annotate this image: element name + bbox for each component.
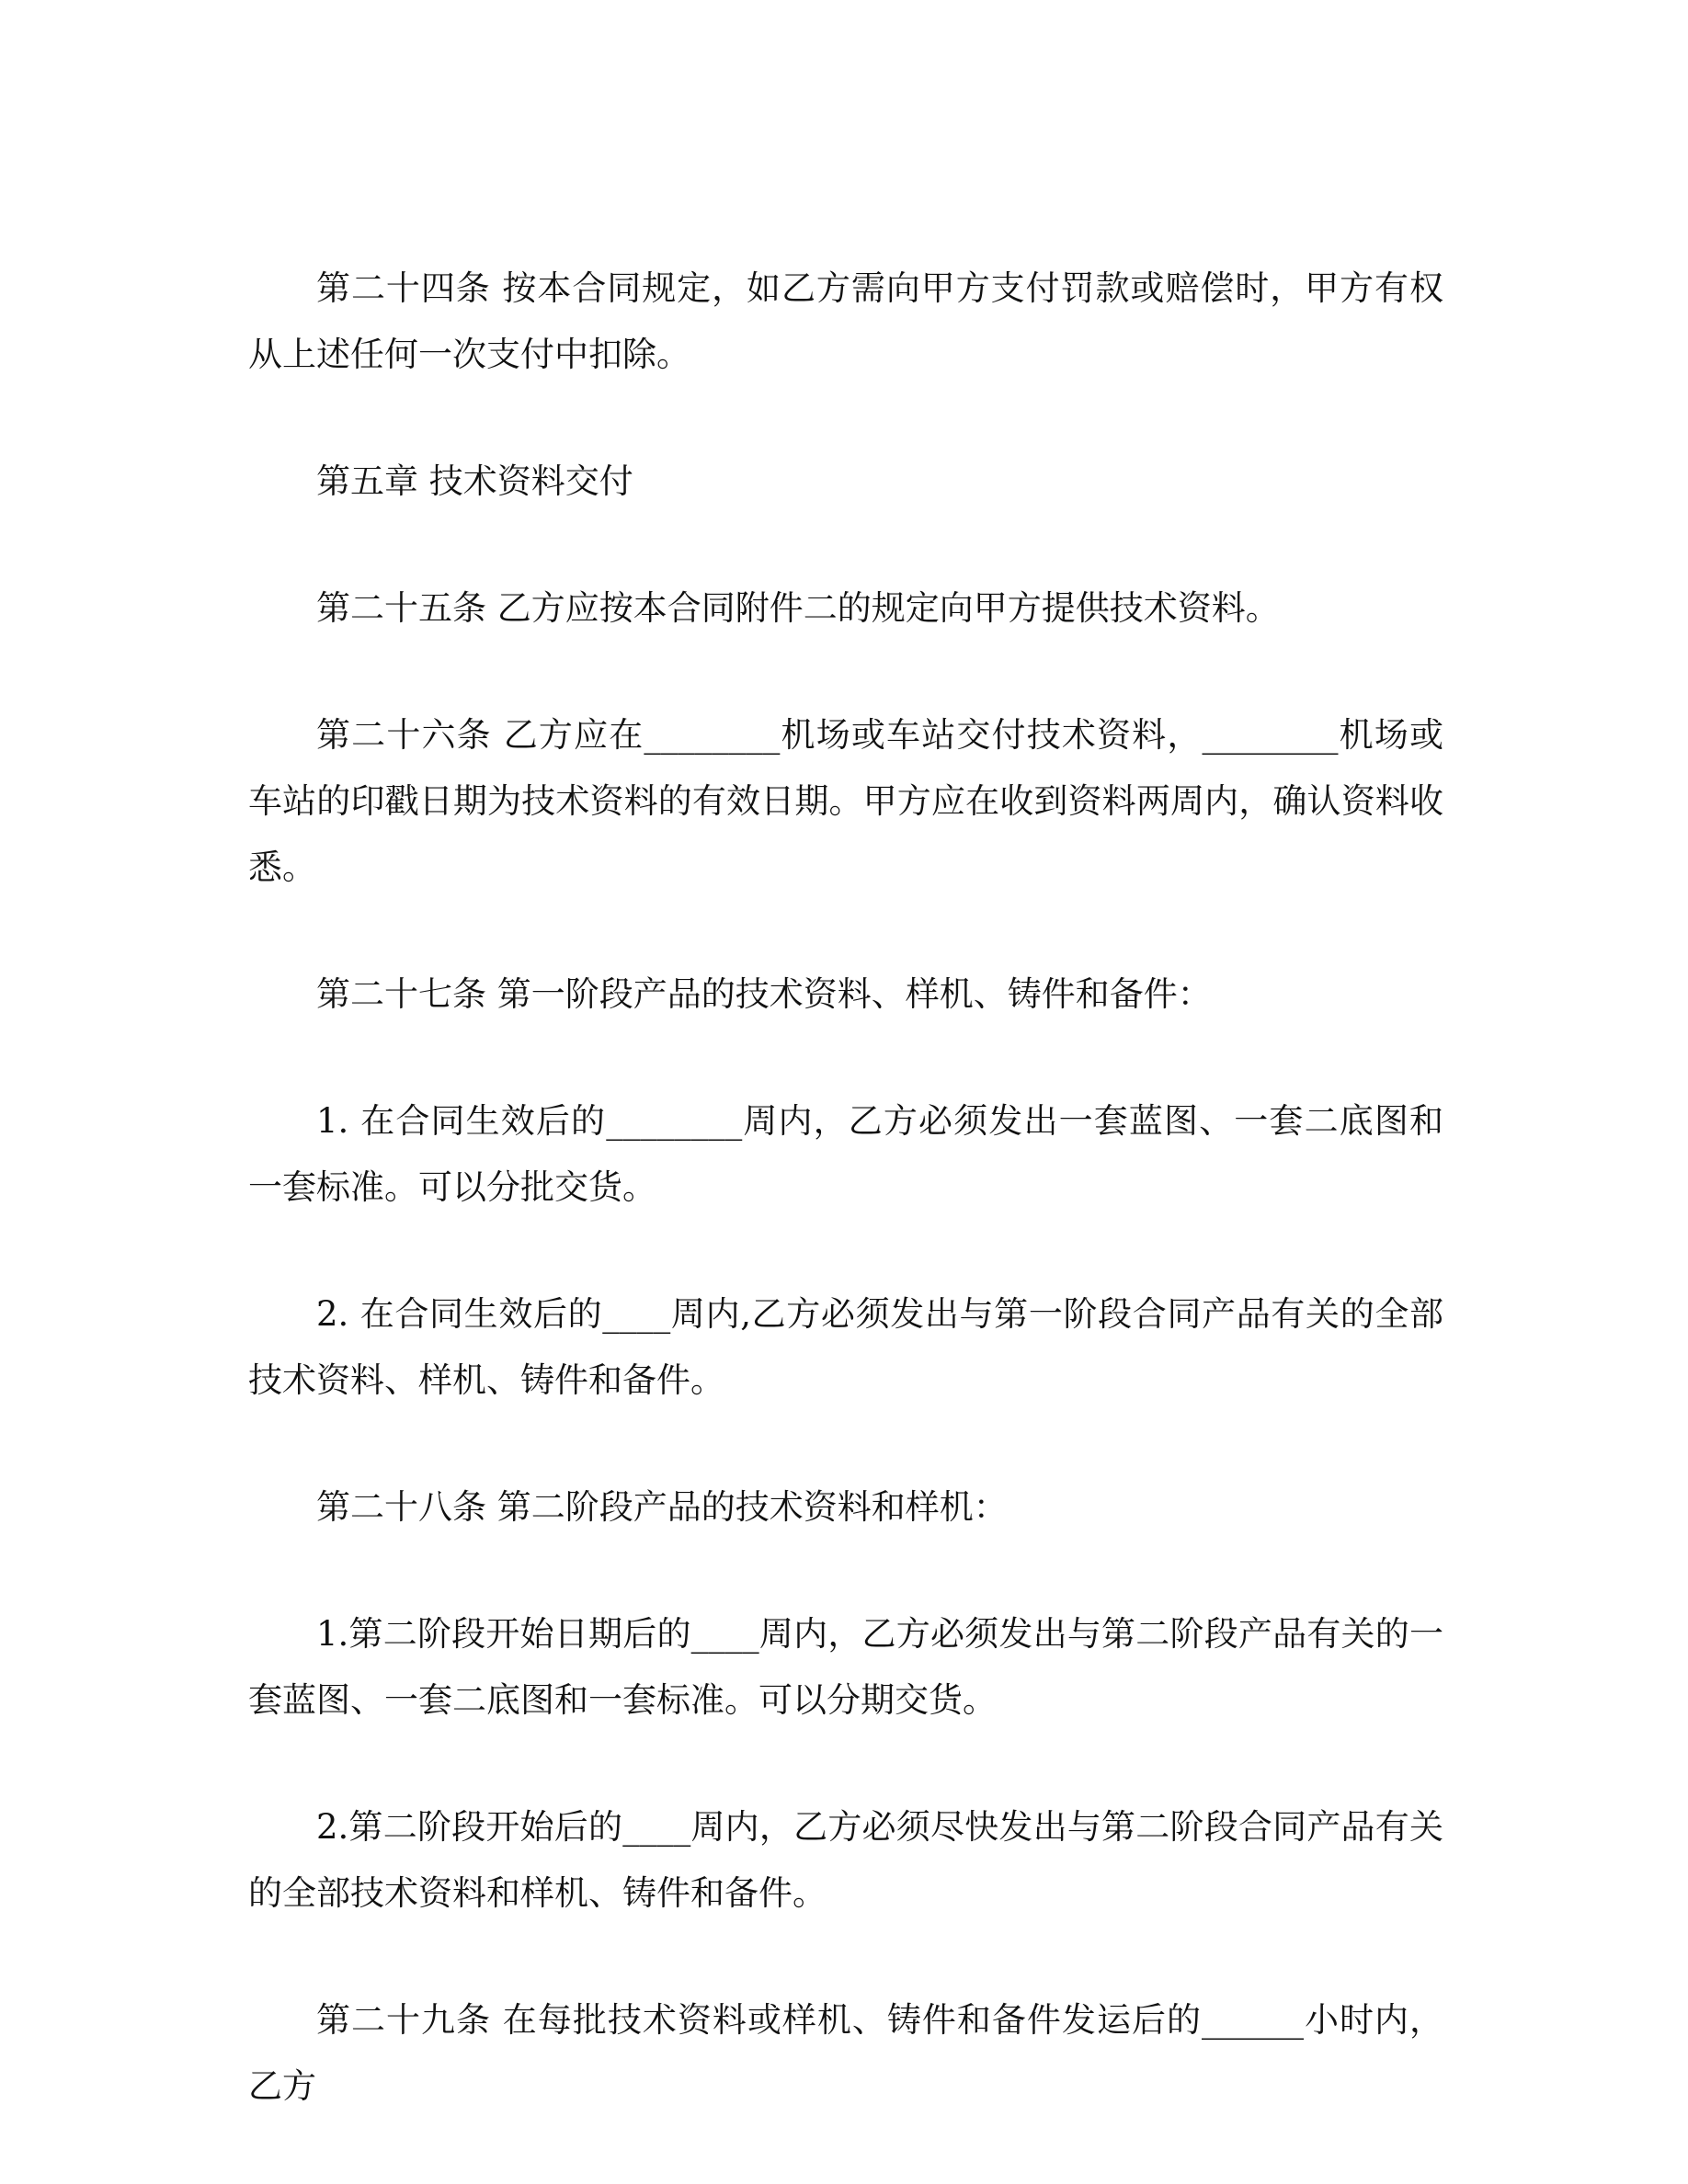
article-28-paragraph: 第二十八条 第二阶段产品的技术资料和样机： (316, 1487, 1008, 1527)
article-28-item-1: 1.第二阶段开始日期后的____周内，乙方必须发出与第二阶段产品有关的一套蓝图、一套二底图和一套标准。可以分期交货。 (248, 1614, 1443, 1720)
article-25-paragraph: 第二十五条 乙方应按本合同附件二的规定向甲方提供技术资料。 (316, 588, 1280, 628)
article-27-paragraph: 第二十七条 第一阶段产品的技术资料、样机、铸件和备件： (316, 974, 1212, 1014)
article-27-item-2: 2. 在合同生效后的____周内,乙方必须发出与第一阶段合同产品有关的全部技术资料、样机、铸件和备件。 (248, 1294, 1443, 1400)
chapter-5-heading: 第五章 技术资料交付 (316, 461, 633, 501)
article-24-paragraph: 第二十四条 按本合同规定，如乙方需向甲方支付罚款或赔偿时，甲方有权从上述任何一次支付中扣除。 (248, 268, 1443, 374)
document-body (248, 256, 1443, 2120)
article-26-paragraph: 第二十六条 乙方应在________机场或车站交付技术资料，________机场或车站的印戳日期为技术资料的有效日期。甲方应在收到资料两周内，确认资料收悉。 (248, 715, 1443, 887)
article-27-item-1: 1. 在合同生效后的________周内，乙方必须发出一套蓝图、一套二底图和一套标准。可以分批交货。 (248, 1101, 1443, 1207)
article-29-paragraph: 第二十九条 在每批技术资料或样机、铸件和备件发运后的______小时内，乙方 (248, 2000, 1443, 2106)
article-28-item-2: 2.第二阶段开始后的____周内，乙方必须尽快发出与第二阶段合同产品有关的全部技术资料和样机、铸件和备件。 (248, 1807, 1443, 1913)
